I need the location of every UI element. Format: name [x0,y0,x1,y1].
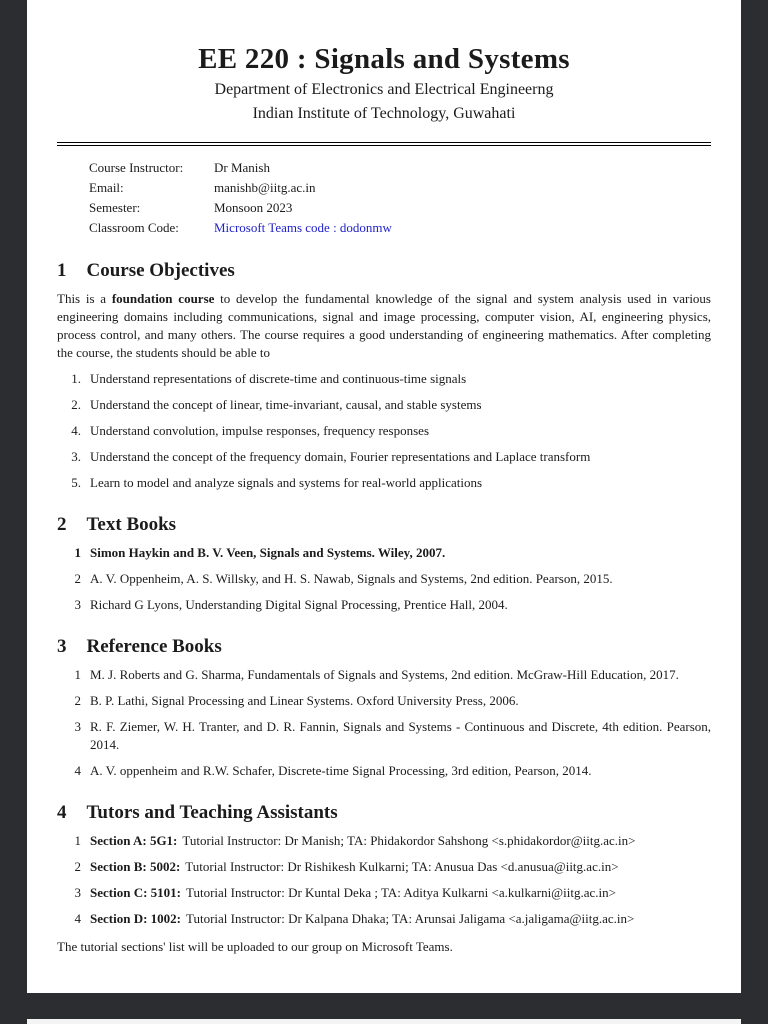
teams-code-link[interactable]: Microsoft Teams code : dodonmw [214,220,392,235]
tutor-item-4 [57,910,711,928]
info-label-semester: Semester: [89,200,141,215]
tutor-detail: Tutorial Instructor: Dr Kalpana Dhaka; TA: Arunsai Jaligama <a.jaligama@iitg.ac.in> [186,911,635,926]
tutor-detail: Tutorial Instructor: Dr Kuntal Deka ; TA: Aditya Kulkarni <a.kulkarni@iitg.ac.in> [186,885,616,900]
textbook-item-2 [57,570,711,588]
item-text [90,910,711,928]
section-title-textbooks: Text Books [86,514,177,535]
next-page-sliver [27,1019,741,1024]
item-text [90,832,711,850]
tutor-item-1 [57,832,711,850]
item-number: 2 [74,859,81,874]
section-heading-objectives [57,260,711,282]
reference-item-3 [57,718,711,754]
item-text: Learn to model and analyze signals and systems for real-world applications [90,475,483,490]
objectives-intro-paragraph [57,290,711,362]
header-double-rule [57,142,711,146]
section-number-textbooks: 2 [57,514,67,535]
item-number: 5. [71,475,81,490]
item-number: 1 [74,667,81,682]
item-number: 4. [71,423,81,438]
document-page [27,0,741,993]
item-text [90,884,711,902]
tutor-section-label: Section D: 1002: [90,911,181,926]
references-list [57,666,711,780]
section-number-tutors: 4 [57,802,67,823]
item-text: Understand the concept of linear, time-invariant, causal, and stable systems [90,397,482,412]
info-value-email: manishb@iitg.ac.in [214,180,316,195]
item-number: 3 [74,597,81,612]
item-number: 2 [74,571,81,586]
textbook-item-1 [57,544,711,562]
item-number: 3. [71,449,81,464]
info-row-email [89,178,392,198]
item-number: 4 [74,911,81,926]
footer-note: The tutorial sections' list will be uploaded to our group on Microsoft Teams. [57,939,453,954]
section-heading-tutors [57,802,711,824]
item-number: 2. [71,397,81,412]
textbooks-list [57,544,711,614]
item-text: Understand convolution, impulse responses, frequency responses [90,423,430,438]
intro-text-after: to develop the fundamental knowledge of the signal and system analysis used in various engineering domains including communications, signal and image processing, computer vision, AI, engineering physics, process control, and many others. The course requires a good understanding of engineering mathematics. After completing the course, the students should be able to [57,291,711,360]
item-text: R. F. Ziemer, W. H. Tranter, and D. R. Fannin, Signals and Systems - Continuous and Discrete, 4th edition. Pearson, 2014. [90,719,711,752]
objective-item-4 [57,448,711,466]
item-number: 3 [74,719,81,734]
item-text: Understand the concept of the frequency domain, Fourier representations and Laplace transform [90,449,591,464]
tutors-list [57,832,711,928]
info-row-instructor [89,158,392,178]
intro-text-before: This is a [57,291,112,306]
item-number: 2 [74,693,81,708]
tutor-detail: Tutorial Instructor: Dr Rishikesh Kulkarni; TA: Anusua Das <d.anusua@iitg.ac.in> [185,859,619,874]
tutor-section-label: Section A: 5G1: [90,833,178,848]
info-label-classroom-code: Classroom Code: [89,220,179,235]
section-number-references: 3 [57,636,67,657]
reference-item-4 [57,762,711,780]
course-info-table [89,158,392,238]
reference-item-1 [57,666,711,684]
item-text: Richard G Lyons, Understanding Digital Signal Processing, Prentice Hall, 2004. [90,597,508,612]
item-text: Simon Haykin and B. V. Veen, Signals and Systems. Wiley, 2007. [90,545,446,560]
textbook-item-3 [57,596,711,614]
item-text: M. J. Roberts and G. Sharma, Fundamentals of Signals and Systems, 2nd edition. McGraw-Hill Education, 2017. [90,667,679,682]
institute-subtitle: Indian Institute of Technology, Guwahati [252,105,516,122]
section-heading-textbooks [57,514,711,536]
tutor-section-label: Section C: 5101: [90,885,181,900]
section-heading-references [57,636,711,658]
item-number: 1 [74,833,81,848]
info-row-semester [89,198,392,218]
item-text: Understand representations of discrete-time and continuous-time signals [90,371,467,386]
item-text: B. P. Lathi, Signal Processing and Linear Systems. Oxford University Press, 2006. [90,693,519,708]
tutor-item-2 [57,858,711,876]
objective-item-2 [57,396,711,414]
item-text [90,858,711,876]
info-value-instructor: Dr Manish [214,160,270,175]
info-value-semester: Monsoon 2023 [214,200,293,215]
objectives-list [57,370,711,492]
item-number: 3 [74,885,81,900]
tutor-detail: Tutorial Instructor: Dr Manish; TA: Phidakordor Sahshong <s.phidakordor@iitg.ac.in> [182,833,636,848]
section-title-tutors: Tutors and Teaching Assistants [86,802,338,823]
item-number: 4 [74,763,81,778]
info-label-instructor: Course Instructor: [89,160,184,175]
section-title-references: Reference Books [86,636,222,657]
info-row-classroom-code [89,218,392,238]
item-number: 1 [74,545,81,560]
info-value-classroom-code [214,218,392,238]
section-title-objectives: Course Objectives [86,260,235,281]
item-text: A. V. oppenheim and R.W. Schafer, Discrete-time Signal Processing, 3rd edition, Pearson, 2014. [90,763,592,778]
objective-item-3 [57,422,711,440]
item-number: 1. [71,371,81,386]
item-text: A. V. Oppenheim, A. S. Willsky, and H. S. Nawab, Signals and Systems, 2nd edition. Pearson, 2015. [90,571,613,586]
reference-item-2 [57,692,711,710]
document-header [57,42,711,124]
tutor-item-3 [57,884,711,902]
intro-bold-text: foundation course [111,291,215,306]
info-label-email: Email: [89,180,124,195]
objective-item-1 [57,370,711,388]
objective-item-5 [57,474,711,492]
tutor-section-label: Section B: 5002: [90,859,181,874]
section-number-objectives: 1 [57,260,67,281]
department-subtitle: Department of Electronics and Electrical Engineerng [214,81,554,98]
course-title: EE 220 : Signals and Systems [198,43,570,75]
